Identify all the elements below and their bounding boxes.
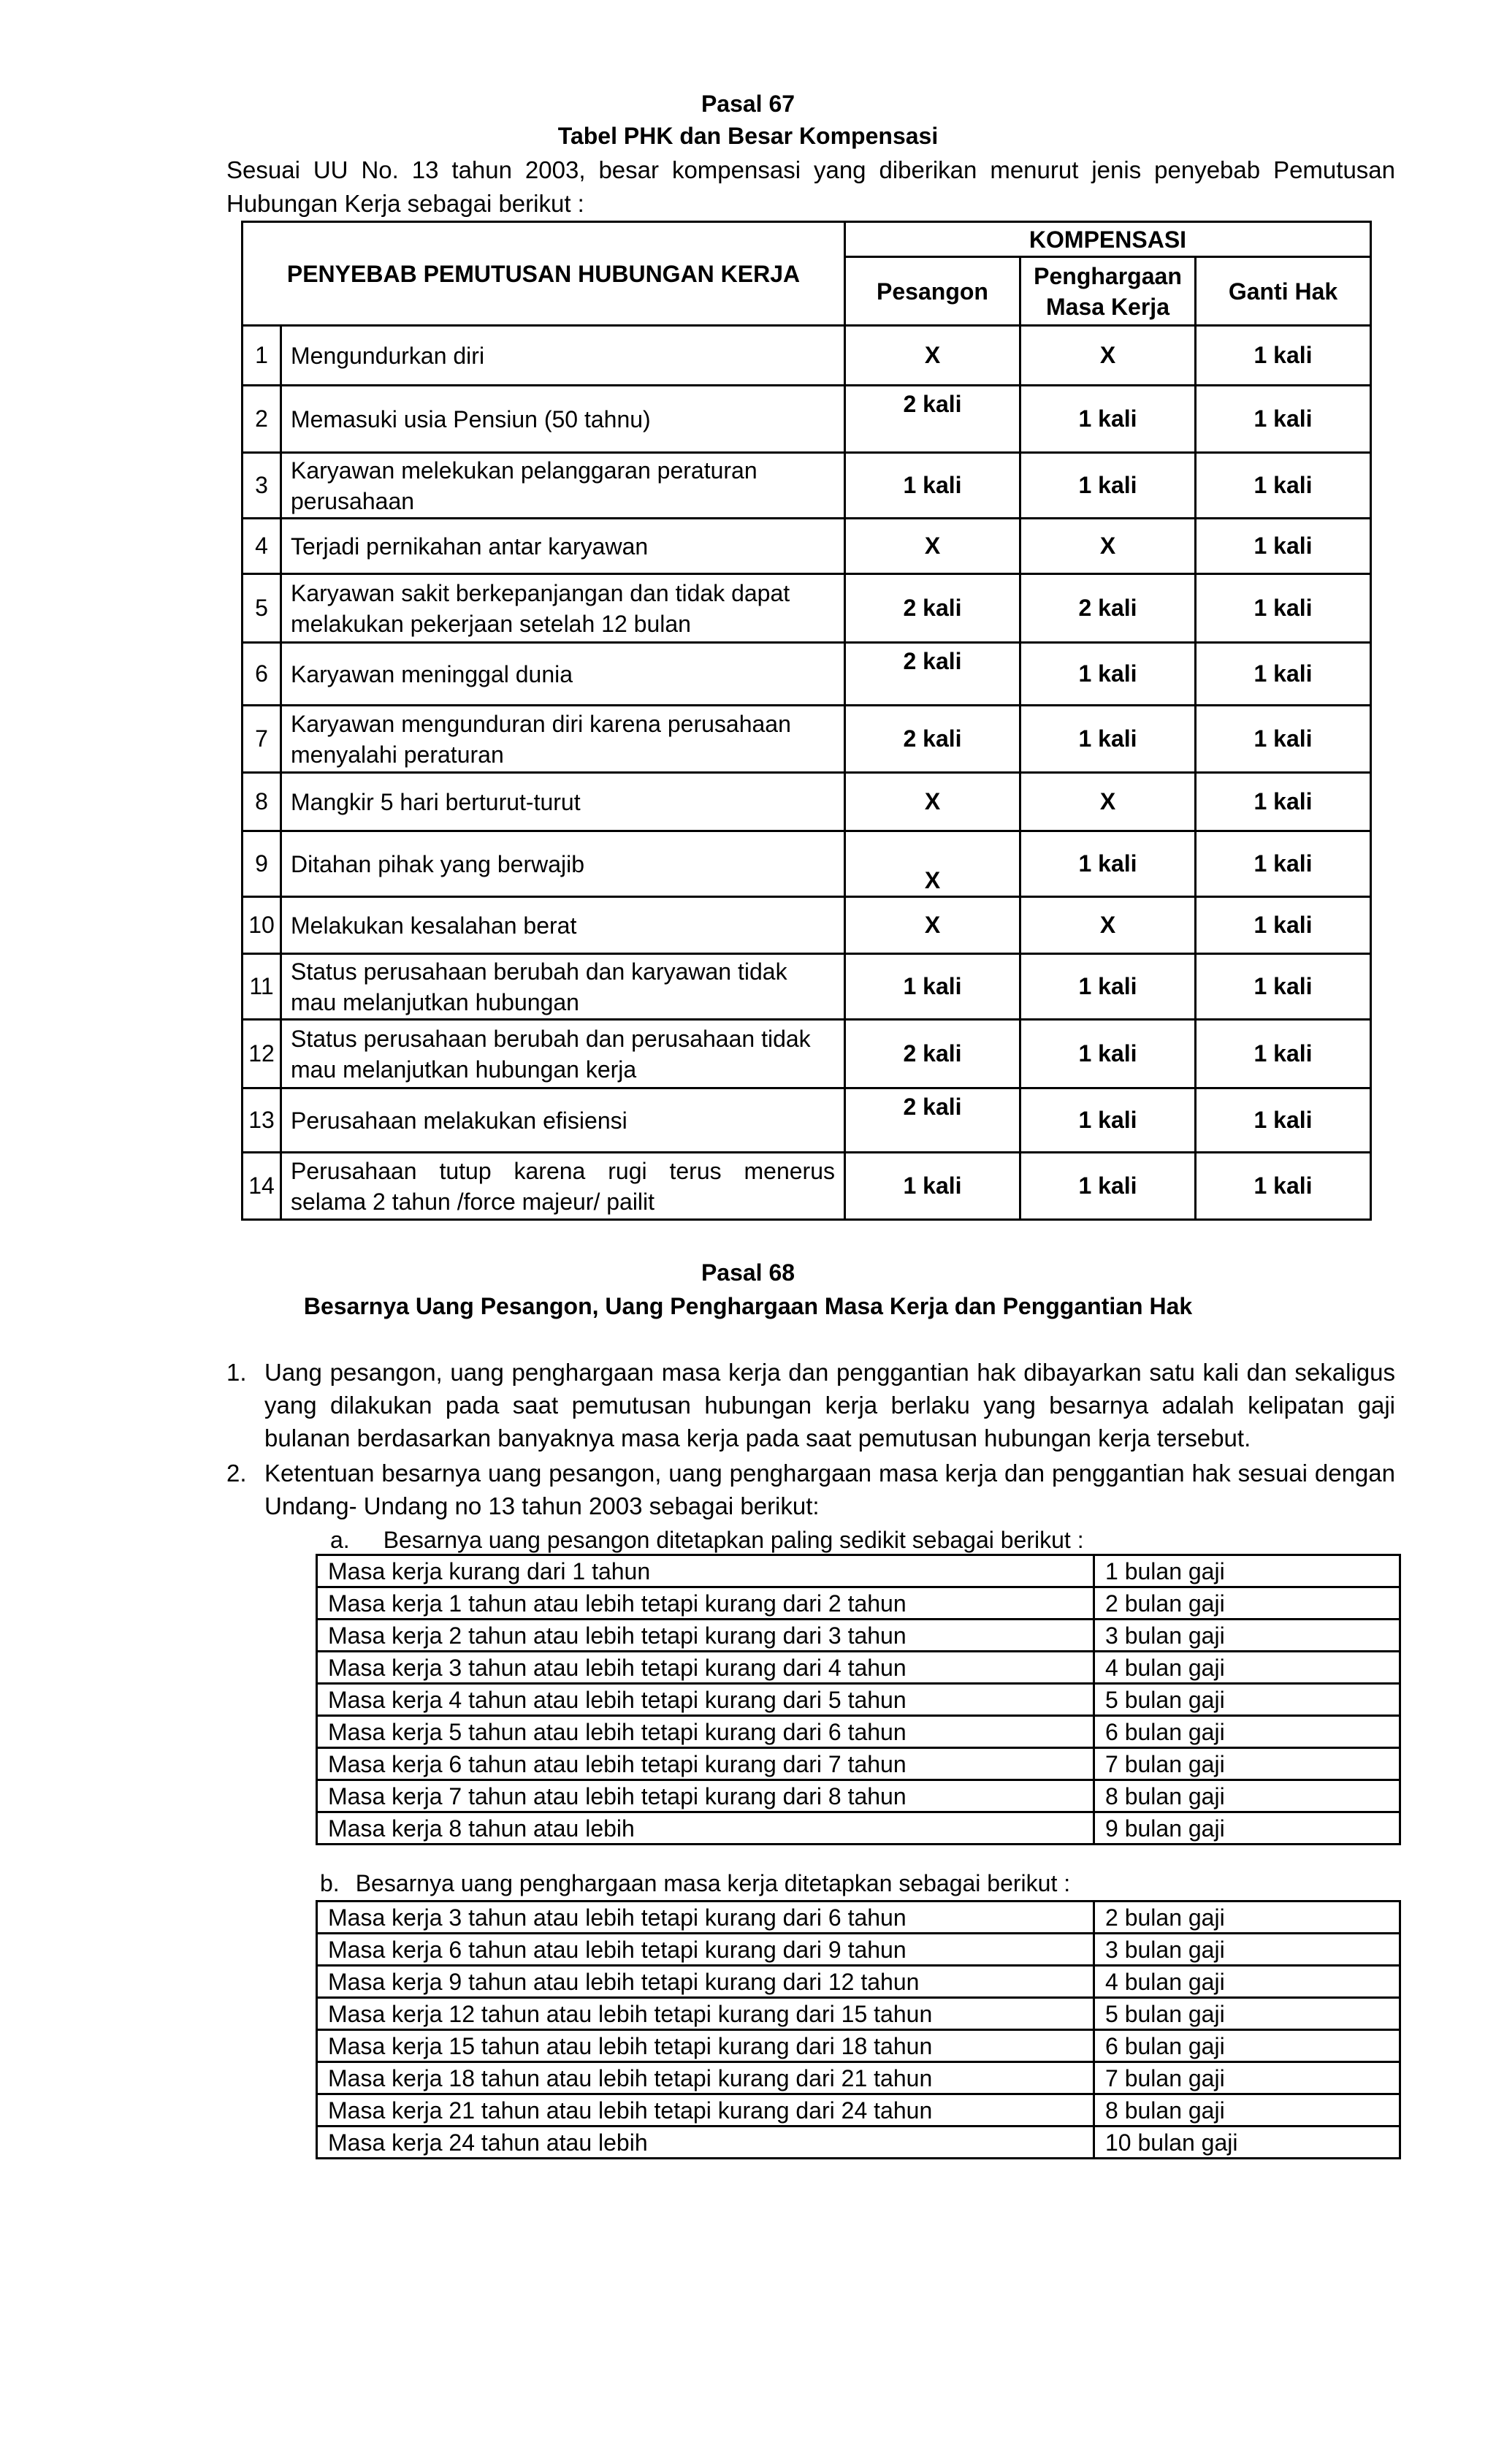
gaji-cell: 2 bulan gaji (1094, 1902, 1400, 1934)
row-number: 7 (243, 706, 281, 773)
masa-kerja-cell: Masa kerja 9 tahun atau lebih tetapi kurang dari 12 tahun (317, 1966, 1094, 1998)
gaji-cell: 7 bulan gaji (1094, 2062, 1400, 2094)
row-pesangon: X (845, 831, 1020, 897)
row-pesangon: 1 kali (845, 453, 1020, 519)
row-reason: Karyawan mengunduran diri karena perusahaan menyalahi peraturan (281, 706, 845, 773)
row-number: 3 (243, 453, 281, 519)
table-row (317, 2062, 1400, 2094)
row-pesangon: X (845, 326, 1020, 386)
row-number: 1 (243, 326, 281, 386)
header-penghargaan: Penghargaan Masa Kerja (1020, 257, 1196, 326)
row-reason: Ditahan pihak yang berwajib (281, 831, 845, 897)
gaji-cell: 7 bulan gaji (1094, 1748, 1400, 1780)
pasal-67-title: Pasal 67 (701, 91, 795, 117)
penghargaan-table (316, 1900, 1401, 2159)
row-reason: Karyawan melekukan pelanggaran peraturan perusahaan (281, 453, 845, 519)
row-number: 14 (243, 1153, 281, 1220)
sub-item-b (320, 1869, 1070, 1898)
row-reason: Terjadi pernikahan antar karyawan (281, 519, 845, 574)
header-reason: PENYEBAB PEMUTUSAN HUBUNGAN KERJA (243, 222, 845, 326)
row-ganti-hak: 1 kali (1196, 706, 1371, 773)
table-row (317, 1652, 1400, 1684)
gaji-cell: 1 bulan gaji (1094, 1555, 1400, 1587)
masa-kerja-cell: Masa kerja 21 tahun atau lebih tetapi kurang dari 24 tahun (317, 2094, 1094, 2127)
row-ganti-hak: 1 kali (1196, 773, 1371, 831)
list-item (226, 1457, 1395, 1522)
list-item-number: 2. (226, 1460, 247, 1487)
sub-item-b-text: Besarnya uang penghargaan masa kerja ditetapkan sebagai berikut : (355, 1870, 1071, 1896)
masa-kerja-cell: Masa kerja kurang dari 1 tahun (317, 1555, 1094, 1587)
row-ganti-hak: 1 kali (1196, 326, 1371, 386)
table-row (243, 574, 1371, 643)
gaji-cell: 3 bulan gaji (1094, 1934, 1400, 1966)
row-number: 4 (243, 519, 281, 574)
gaji-cell: 9 bulan gaji (1094, 1812, 1400, 1845)
row-number: 8 (243, 773, 281, 831)
gaji-cell: 10 bulan gaji (1094, 2127, 1400, 2159)
table-row (317, 1748, 1400, 1780)
row-penghargaan: 1 kali (1020, 1020, 1196, 1088)
pasal-67-subtitle: Tabel PHK dan Besar Kompensasi (557, 123, 939, 149)
row-reason: Status perusahaan berubah dan perusahaan tidak mau melanjutkan hubungan kerja (281, 1020, 845, 1088)
row-pesangon: 2 kali (845, 643, 1020, 706)
row-reason: Mangkir 5 hari berturut-turut (281, 773, 845, 831)
masa-kerja-cell: Masa kerja 7 tahun atau lebih tetapi kurang dari 8 tahun (317, 1780, 1094, 1812)
masa-kerja-cell: Masa kerja 6 tahun atau lebih tetapi kurang dari 9 tahun (317, 1934, 1094, 1966)
gaji-cell: 5 bulan gaji (1094, 1998, 1400, 2030)
table-row (317, 1587, 1400, 1620)
table-row (243, 386, 1371, 453)
sub-item-b-label: b. (320, 1870, 340, 1896)
table-row (243, 453, 1371, 519)
table-row (317, 1812, 1400, 1845)
row-pesangon: 2 kali (845, 386, 1020, 453)
list-item-text: Ketentuan besarnya uang pesangon, uang penghargaan masa kerja dan penggantian hak sesuai dengan Undang- Undang no 13 tahun 2003 sebagai berikut: (264, 1460, 1395, 1519)
row-pesangon: 2 kali (845, 574, 1020, 643)
table-row (317, 1620, 1400, 1652)
row-ganti-hak: 1 kali (1196, 1153, 1371, 1220)
row-reason: Memasuki usia Pensiun (50 tahnu) (281, 386, 845, 453)
masa-kerja-cell: Masa kerja 12 tahun atau lebih tetapi kurang dari 15 tahun (317, 1998, 1094, 2030)
row-penghargaan: 1 kali (1020, 453, 1196, 519)
row-pesangon: 2 kali (845, 1088, 1020, 1153)
list-item-number: 1. (226, 1359, 247, 1386)
table-row (243, 643, 1371, 706)
gaji-cell: 2 bulan gaji (1094, 1587, 1400, 1620)
table-row (317, 1966, 1400, 1998)
table-row (317, 1780, 1400, 1812)
row-penghargaan: 1 kali (1020, 1088, 1196, 1153)
gaji-cell: 6 bulan gaji (1094, 1716, 1400, 1748)
row-reason: Perusahaan tutup karena rugi terus menerus selama 2 tahun /force majeur/ pailit (281, 1153, 845, 1220)
row-pesangon: 1 kali (845, 954, 1020, 1020)
table-row (317, 2127, 1400, 2159)
row-penghargaan: X (1020, 326, 1196, 386)
row-ganti-hak: 1 kali (1196, 643, 1371, 706)
table-row (243, 1088, 1371, 1153)
masa-kerja-cell: Masa kerja 4 tahun atau lebih tetapi kurang dari 5 tahun (317, 1684, 1094, 1716)
table-row (317, 2094, 1400, 2127)
masa-kerja-cell: Masa kerja 2 tahun atau lebih tetapi kurang dari 3 tahun (317, 1620, 1094, 1652)
masa-kerja-cell: Masa kerja 18 tahun atau lebih tetapi kurang dari 21 tahun (317, 2062, 1094, 2094)
masa-kerja-cell: Masa kerja 15 tahun atau lebih tetapi kurang dari 18 tahun (317, 2030, 1094, 2062)
row-pesangon: X (845, 519, 1020, 574)
list-item (226, 1356, 1395, 1454)
sub-item-a (330, 1525, 1084, 1555)
row-ganti-hak: 1 kali (1196, 831, 1371, 897)
masa-kerja-cell: Masa kerja 1 tahun atau lebih tetapi kurang dari 2 tahun (317, 1587, 1094, 1620)
table-row (317, 1716, 1400, 1748)
row-penghargaan: X (1020, 519, 1196, 574)
row-penghargaan: 1 kali (1020, 706, 1196, 773)
row-ganti-hak: 1 kali (1196, 1088, 1371, 1153)
sub-item-a-text: Besarnya uang pesangon ditetapkan paling sedikit sebagai berikut : (383, 1527, 1084, 1553)
row-ganti-hak: 1 kali (1196, 386, 1371, 453)
header-ganti-hak: Ganti Hak (1196, 257, 1371, 326)
list-item-text: Uang pesangon, uang penghargaan masa kerja dan penggantian hak dibayarkan satu kali dan sekaligus yang dilakukan pada saat pemutusan hubungan kerja berlaku yang besarnya adalah kelipatan gaji bulanan berdasarkan banyaknya masa kerja pada saat pemutusan hubungan kerja tersebut. (264, 1359, 1395, 1452)
masa-kerja-cell: Masa kerja 6 tahun atau lebih tetapi kurang dari 7 tahun (317, 1748, 1094, 1780)
row-ganti-hak: 1 kali (1196, 519, 1371, 574)
row-penghargaan: X (1020, 897, 1196, 954)
row-reason: Karyawan sakit berkepanjangan dan tidak dapat melakukan pekerjaan setelah 12 bulan (281, 574, 845, 643)
row-number: 6 (243, 643, 281, 706)
pasal-68-subtitle: Besarnya Uang Pesangon, Uang Penghargaan Masa Kerja dan Penggantian Hak (303, 1293, 1193, 1319)
table-row (317, 1998, 1400, 2030)
row-reason: Melakukan kesalahan berat (281, 897, 845, 954)
row-ganti-hak: 1 kali (1196, 954, 1371, 1020)
table-row (317, 1934, 1400, 1966)
gaji-cell: 4 bulan gaji (1094, 1966, 1400, 1998)
row-number: 10 (243, 897, 281, 954)
row-penghargaan: 1 kali (1020, 386, 1196, 453)
pasal-67-intro: Sesuai UU No. 13 tahun 2003, besar kompensasi yang diberikan menurut jenis penyebab Pemutusan Hubungan Kerja sebagai berikut : (226, 156, 1395, 217)
row-pesangon: 2 kali (845, 706, 1020, 773)
masa-kerja-cell: Masa kerja 3 tahun atau lebih tetapi kurang dari 4 tahun (317, 1652, 1094, 1684)
row-number: 5 (243, 574, 281, 643)
row-reason: Perusahaan melakukan efisiensi (281, 1088, 845, 1153)
masa-kerja-cell: Masa kerja 8 tahun atau lebih (317, 1812, 1094, 1845)
table-row (243, 1020, 1371, 1088)
row-reason: Status perusahaan berubah dan karyawan tidak mau melanjutkan hubungan (281, 954, 845, 1020)
table-row (243, 831, 1371, 897)
pasal-68-title: Pasal 68 (701, 1259, 795, 1286)
row-penghargaan: 2 kali (1020, 574, 1196, 643)
row-pesangon: 2 kali (845, 1020, 1020, 1088)
gaji-cell: 8 bulan gaji (1094, 2094, 1400, 2127)
table-row (243, 706, 1371, 773)
row-number: 12 (243, 1020, 281, 1088)
table-row (243, 1153, 1371, 1220)
masa-kerja-cell: Masa kerja 5 tahun atau lebih tetapi kurang dari 6 tahun (317, 1716, 1094, 1748)
gaji-cell: 6 bulan gaji (1094, 2030, 1400, 2062)
gaji-cell: 5 bulan gaji (1094, 1684, 1400, 1716)
sub-item-a-label: a. (330, 1527, 350, 1553)
gaji-cell: 3 bulan gaji (1094, 1620, 1400, 1652)
masa-kerja-cell: Masa kerja 24 tahun atau lebih (317, 2127, 1094, 2159)
table-row (317, 2030, 1400, 2062)
row-pesangon: X (845, 773, 1020, 831)
table-row (243, 773, 1371, 831)
row-number: 2 (243, 386, 281, 453)
table-row (243, 954, 1371, 1020)
row-pesangon: X (845, 897, 1020, 954)
table-row (317, 1902, 1400, 1934)
gaji-cell: 8 bulan gaji (1094, 1780, 1400, 1812)
table-row (243, 519, 1371, 574)
pesangon-table (316, 1554, 1401, 1845)
table-row (243, 897, 1371, 954)
row-number: 9 (243, 831, 281, 897)
gaji-cell: 4 bulan gaji (1094, 1652, 1400, 1684)
row-ganti-hak: 1 kali (1196, 453, 1371, 519)
phk-compensation-table (241, 221, 1372, 1221)
row-number: 13 (243, 1088, 281, 1153)
row-penghargaan: 1 kali (1020, 831, 1196, 897)
row-ganti-hak: 1 kali (1196, 1020, 1371, 1088)
row-number: 11 (243, 954, 281, 1020)
row-reason: Karyawan meninggal dunia (281, 643, 845, 706)
header-pesangon: Pesangon (845, 257, 1020, 326)
row-reason: Mengundurkan diri (281, 326, 845, 386)
row-penghargaan: X (1020, 773, 1196, 831)
row-penghargaan: 1 kali (1020, 954, 1196, 1020)
row-ganti-hak: 1 kali (1196, 897, 1371, 954)
table-row (317, 1684, 1400, 1716)
row-penghargaan: 1 kali (1020, 1153, 1196, 1220)
row-ganti-hak: 1 kali (1196, 574, 1371, 643)
row-pesangon: 1 kali (845, 1153, 1020, 1220)
table-row (243, 326, 1371, 386)
header-kompensasi: KOMPENSASI (845, 222, 1371, 257)
row-penghargaan: 1 kali (1020, 643, 1196, 706)
masa-kerja-cell: Masa kerja 3 tahun atau lebih tetapi kurang dari 6 tahun (317, 1902, 1094, 1934)
table-row (317, 1555, 1400, 1587)
